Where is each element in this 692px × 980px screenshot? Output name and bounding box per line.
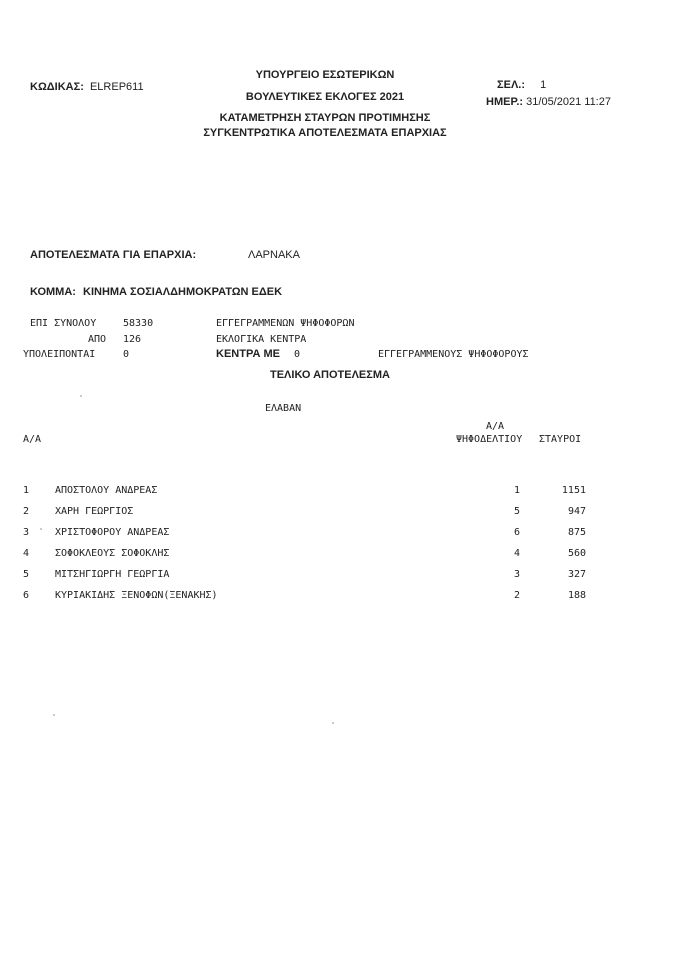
scan-speck [40,528,42,530]
date-line [486,96,611,108]
col-ballot-aa-header: Α/Α [486,421,505,432]
page-label: ΣΕΛ.: [497,79,525,91]
row-aa: 3 [23,527,30,538]
crosses-count: 875 [567,527,586,538]
centers-value: 0 [294,349,301,360]
date-label: ΗΜΕΡ.: [486,96,524,108]
from-label: ΑΠΟ [87,334,106,345]
elections-title: ΒΟΥΛΕΥΤΙΚΕΣ ΕΚΛΟΓΕΣ 2021 [245,91,405,103]
ballot-number: 5 [513,506,520,517]
ballot-number: 4 [513,548,520,559]
result-title: ΤΕΛΙΚΟ ΑΠΟΤΕΛΕΣΜΑ [270,369,390,381]
row-aa: 6 [23,590,30,601]
code-label: ΚΩΔΙΚΑΣ: [30,81,84,93]
total-text: ΕΓΓΕΓΡΑΜΜΕΝΩΝ ΨΗΦΟΦΟΡΩΝ [216,318,355,329]
candidate-name: ΚΥΡΙΑΚΙΔΗΣ ΞΕΝΟΦΩΝ(ΞΕΝΑΚΗΣ) [55,590,218,601]
scan-speck [80,395,82,397]
ballot-number: 2 [513,590,520,601]
remaining-label: ΥΠΟΛΕΙΠΟΝΤΑΙ [23,349,96,360]
row-aa: 2 [23,506,30,517]
page-value: 1 [540,79,547,91]
candidate-name: ΣΟΦΟΚΛΕΟΥΣ ΣΟΦΟΚΛΗΣ [55,548,170,559]
district-value: ΛΑΡΝΑΚΑ [248,249,300,261]
row-aa: 5 [23,569,30,580]
crosses-count: 947 [567,506,586,517]
page-number-line [497,79,546,91]
from-value: 126 [123,334,142,345]
row-aa: 1 [23,485,30,496]
ballot-number: 3 [513,569,520,580]
centers-text: ΕΓΓΕΓΡΑΜΜΕΝΟΥΣ ΨΗΦΟΦΟΡΟΥΣ [378,349,529,360]
report-title: ΚΑΤΑΜΕΤΡΗΣΗ ΣΤΑΥΡΩΝ ΠΡΟΤΙΜΗΣΗΣ [219,112,431,124]
candidate-name: ΧΡΙΣΤΟΦΟΡΟΥ ΑΝΔΡΕΑΣ [55,527,170,538]
crosses-count: 1151 [561,485,586,496]
crosses-count: 327 [567,569,586,580]
scan-speck [53,714,55,716]
remaining-value: 0 [123,349,130,360]
code-value: ELREP611 [89,81,144,93]
date-value: 31/05/2021 11:27 [526,96,611,108]
col-crosses-header: ΣΤΑΥΡΟΙ [539,434,582,445]
party-value: ΚΙΝΗΜΑ ΣΟΣΙΑΛΔΗΜΟΚΡΑΤΩΝ ΕΔΕΚ [83,286,283,298]
code-line [30,81,144,93]
report-subtitle: ΣΥΓΚΕΝΤΡΩΤΙΚΑ ΑΠΟΤΕΛΕΣΜΑΤΑ ΕΠΑΡΧΙΑΣ [203,127,447,139]
crosses-count: 560 [567,548,586,559]
col-aa-header: Α/Α [23,434,42,445]
ballot-number: 6 [513,527,520,538]
total-label: ΕΠΙ ΣΥΝΟΛΟΥ [30,318,97,329]
scan-speck [332,722,334,724]
total-value: 58330 [123,318,154,329]
received-label: ΕΛΑΒΑΝ [265,403,302,414]
crosses-count: 188 [567,590,586,601]
party-label: ΚΟΜΜΑ: [30,286,76,298]
ministry-title: ΥΠΟΥΡΓΕΙΟ ΕΣΩΤΕΡΙΚΩΝ [255,69,395,81]
candidate-name: ΜΙΤΣΗΓΙΩΡΓΗ ΓΕΩΡΓΙΑ [55,569,170,580]
district-label: ΑΠΟΤΕΛΕΣΜΑΤΑ ΓΙΑ ΕΠΑΡΧΙΑ: [30,249,197,261]
party-line [30,286,282,298]
ballot-number: 1 [513,485,520,496]
centers-label: ΚΕΝΤΡΑ ΜΕ [216,348,280,360]
candidate-name: ΑΠΟΣΤΟΛΟΥ ΑΝΔΡΕΑΣ [55,485,158,496]
from-text: ΕΚΛΟΓΙΚΑ ΚΕΝΤΡΑ [216,334,307,345]
row-aa: 4 [23,548,30,559]
candidate-name: ΧΑΡΗ ΓΕΩΡΓΙΟΣ [55,506,134,517]
col-ballot-header: ΨΗΦΟΔΕΛΤΙΟΥ [456,434,523,445]
